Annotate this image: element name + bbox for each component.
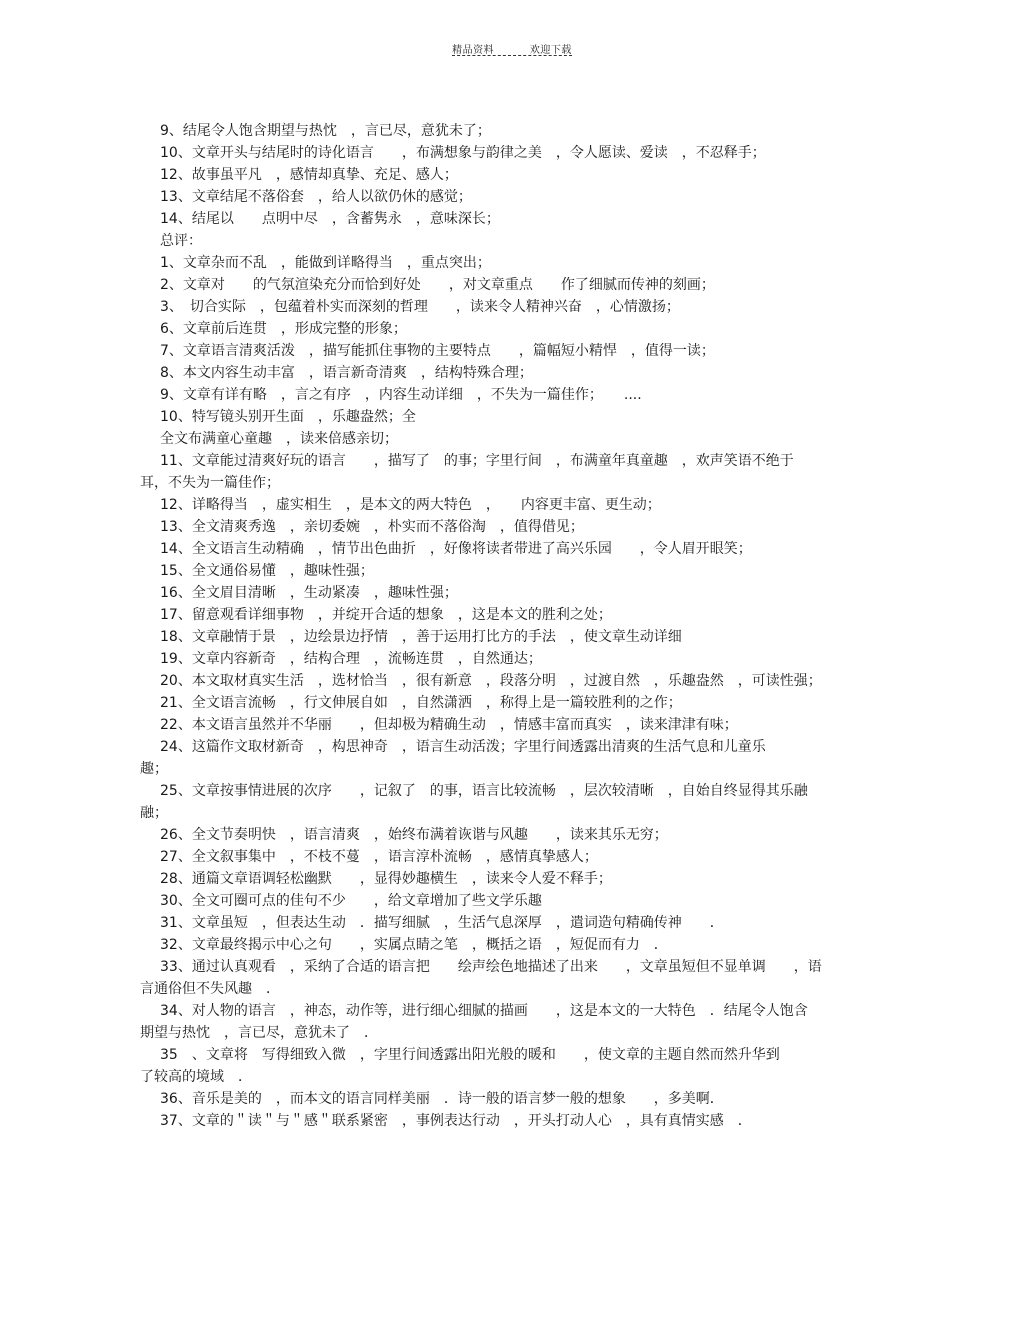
text-line: 30、全文可圈可点的佳句不少 ，给文章增加了些文学乐趣	[160, 893, 542, 909]
text-line: 17、留意观看详细事物 ，并绽开合适的想象 ，这是本文的胜利之处；	[160, 607, 612, 623]
text-line: 21、全文语言流畅 ，行文伸展自如 ，自然潇洒 ，称得上是一篇较胜利的之作；	[160, 695, 682, 711]
text-line: 33、通过认真观看 ，采纳了合适的语言把 绘声绘色地描述了出来 ，文章虽短但不显单调 ，语	[160, 959, 822, 975]
header-right-label: 欢迎下载	[529, 45, 572, 56]
text-line: 14、全文语言生动精确 ，情节出色曲折 ，好像将读者带进了高兴乐园 ，令人眉开眼笑；	[160, 541, 752, 557]
text-line: 28、通篇文章语调轻松幽默 ，显得妙趣横生 ，读来令人爱不释手；	[160, 871, 612, 887]
text-line: 融；	[140, 805, 168, 821]
text-line: 14、结尾以 点明中尽 ，含蓄隽永 ，意味深长；	[160, 211, 500, 227]
document-body	[140, 120, 865, 1132]
text-line: 31、文章虽短 ，但表达生动 ．描写细腻 ，生活气息深厚 ，遣词造句精确传神 ．	[160, 915, 724, 931]
text-line: 言通俗但不失风趣 ．	[140, 981, 280, 997]
text-line: 9、文章有详有略 ，言之有序 ，内容生动详细 ，不失为一篇佳作； ....	[160, 387, 642, 403]
text-line: 1、文章杂而不乱 ，能做到详略得当 ，重点突出；	[160, 255, 491, 271]
text-line: 24、这篇作文取材新奇 ，构思神奇 ，语言生动活泼；字里行间透露出清爽的生活气息和儿童乐	[160, 739, 766, 755]
text-line: 9、结尾令人饱含期望与热忱 ，言已尽，意犹未了；	[160, 123, 491, 139]
text-line: 趣；	[140, 761, 168, 777]
text-line: 6、文章前后连贯 ，形成完整的形象；	[160, 321, 407, 337]
header-left-label: 精品资料	[452, 45, 495, 56]
text-line: 22、本文语言虽然并不华丽 ，但却极为精确生动 ，情感丰富而真实 ，读来津津有味；	[160, 717, 738, 733]
text-line: 8、本文内容生动丰富 ，语言新奇清爽 ，结构特殊合理；	[160, 365, 533, 381]
text-line: 20、本文取材真实生活 ，选材恰当 ，很有新意 ，段落分明 ，过渡自然 ，乐趣盎然 ，可读性强；	[160, 673, 822, 689]
text-line: 期望与热忱 ，言已尽，意犹未了 ．	[140, 1025, 378, 1041]
text-line: 11、文章能过清爽好玩的语言 ，描写了 的事；字里行间 ，布满童年真童趣 ，欢声笑语不绝于	[160, 453, 794, 469]
text-line: 37、文章的＂读＂与＂感＂联系紧密 ，事例表达行动 ，开头打动人心 ，具有真情实感 ．	[160, 1113, 752, 1129]
text-line: 27、全文叙事集中 ，不枝不蔓 ，语言淳朴流畅 ，感情真挚感人；	[160, 849, 598, 865]
text-line: 16、全文眉目清晰 ，生动紧凑 ，趣味性强；	[160, 585, 458, 601]
text-line: 32、文章最终揭示中心之句 ，实属点睛之笔 ，概括之语 ，短促而有力 ．	[160, 937, 668, 953]
text-line: 12、详略得当 ，虚实相生 ，是本文的两大特色 ， 内容更丰富、更生动；	[160, 497, 661, 513]
text-line: 13、全文清爽秀逸 ，亲切委婉 ，朴实而不落俗淘 ，值得借见；	[160, 519, 584, 535]
text-line: 10、文章开头与结尾时的诗化语言 ，布满想象与韵律之美 ，令人愿读、爱读 ，不忍释手；	[160, 145, 766, 161]
text-line: 10、特写镜头别开生面 ，乐趣盎然；全	[160, 409, 416, 425]
text-line: 26、全文节奏明快 ，语言清爽 ，始终布满着诙谐与风趣 ，读来其乐无穷；	[160, 827, 668, 843]
header-text	[436, 41, 588, 56]
text-line: 13、文章结尾不落俗套 ，给人以欲仍休的感觉；	[160, 189, 472, 205]
text-line: 7、文章语言清爽活泼 ，描写能抓住事物的主要特点 ，篇幅短小精悍 ，值得一读；	[160, 343, 715, 359]
text-line: 3、 切合实际 ，包蕴着朴实而深刻的哲理 ，读来令人精神兴奋 ，心情激扬；	[160, 299, 680, 315]
text-line: 15、全文通俗易懂 ，趣味性强；	[160, 563, 374, 579]
text-line: 18、文章融情于景 ，边绘景边抒情 ，善于运用打比方的手法 ，使文章生动详细	[160, 629, 682, 645]
text-line: 19、文章内容新奇 ，结构合理 ，流畅连贯 ，自然通达；	[160, 651, 542, 667]
text-line: 总评：	[160, 233, 202, 249]
text-line: 2、文章对 的气氛渲染充分而恰到好处 ，对文章重点 作了细腻而传神的刻画；	[160, 277, 715, 293]
text-line: 耳，不失为一篇佳作；	[140, 475, 280, 491]
text-line: 了较高的境域 ．	[140, 1069, 252, 1085]
header-dashed-rule	[452, 55, 572, 56]
text-line: 35 、文章将 写得细致入微 ，字里行间透露出阳光般的暖和 ，使文章的主题自然而然升华到	[160, 1047, 780, 1063]
text-line: 34、对人物的语言 ，神态，动作等，进行细心细腻的描画 ，这是本文的一大特色 ．结尾令人饱含	[160, 1003, 808, 1019]
text-line: 25、文章按事情进展的次序 ，记叙了 的事，语言比较流畅 ，层次较清晰 ，自始自终显得其乐融	[160, 783, 808, 799]
text-line: 全文布满童心童趣 ，读来倍感亲切；	[160, 431, 398, 447]
text-line: 36、音乐是美的 ，而本文的语言同样美丽 ．诗一般的语言梦一般的想象 ，多美啊．	[160, 1091, 724, 1107]
text-line: 12、故事虽平凡 ，感情却真挚、充足、感人；	[160, 167, 458, 183]
